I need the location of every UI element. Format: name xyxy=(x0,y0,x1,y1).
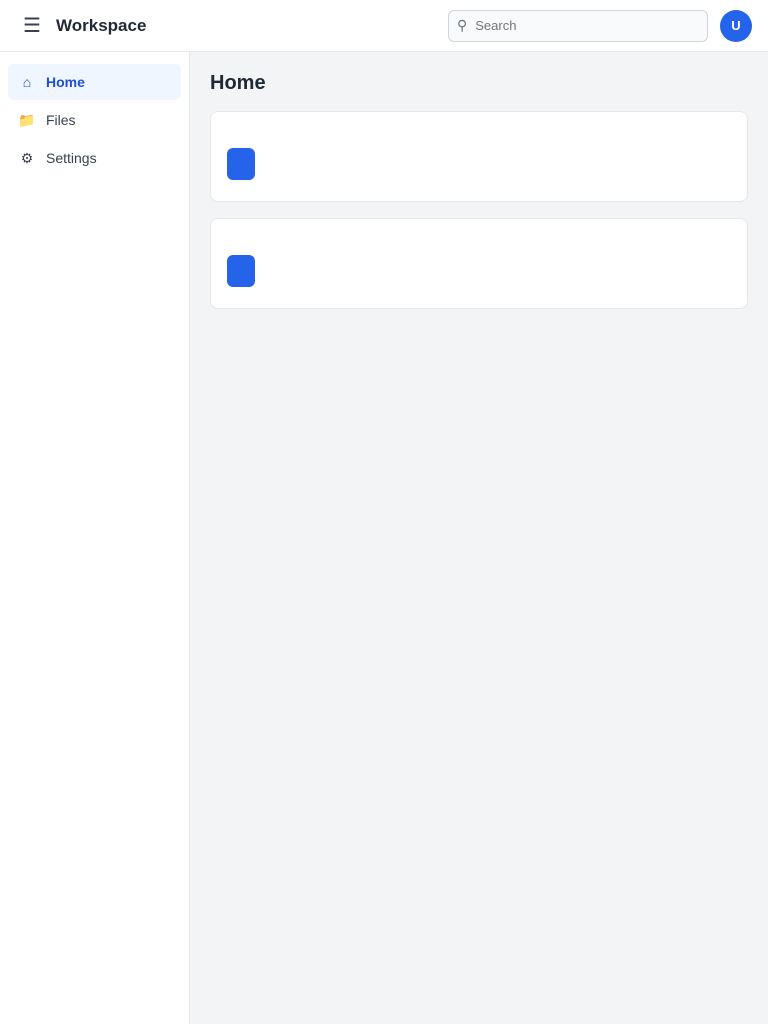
folder-icon: 📁 xyxy=(18,111,36,128)
home-icon: ⌂ xyxy=(22,74,32,90)
gear-icon: ⚙ xyxy=(20,149,34,166)
sidebar-item-files[interactable] xyxy=(8,102,181,138)
avatar[interactable]: U xyxy=(720,10,752,42)
content-card xyxy=(210,218,748,309)
sidebar-item-label: Settings xyxy=(46,150,97,166)
content-area xyxy=(0,52,768,1024)
sidebar-item-settings[interactable] xyxy=(8,140,181,176)
sidebar-item-home[interactable] xyxy=(8,64,181,100)
search-icon: ⚲ xyxy=(457,17,468,33)
sidebar xyxy=(0,52,190,1024)
main-panel xyxy=(190,52,768,1024)
menu-icon[interactable]: ☰ xyxy=(16,10,48,42)
sidebar-item-label: Files xyxy=(46,112,76,128)
search-box[interactable] xyxy=(448,10,708,42)
page-title: Home xyxy=(210,72,266,94)
top-bar xyxy=(0,0,768,52)
content-card xyxy=(210,111,748,202)
card-action-button[interactable] xyxy=(227,148,255,180)
search-input[interactable] xyxy=(473,17,677,34)
sidebar-item-label: Home xyxy=(46,74,85,90)
card-action-button[interactable] xyxy=(227,255,255,287)
app-title: Workspace xyxy=(56,15,147,35)
